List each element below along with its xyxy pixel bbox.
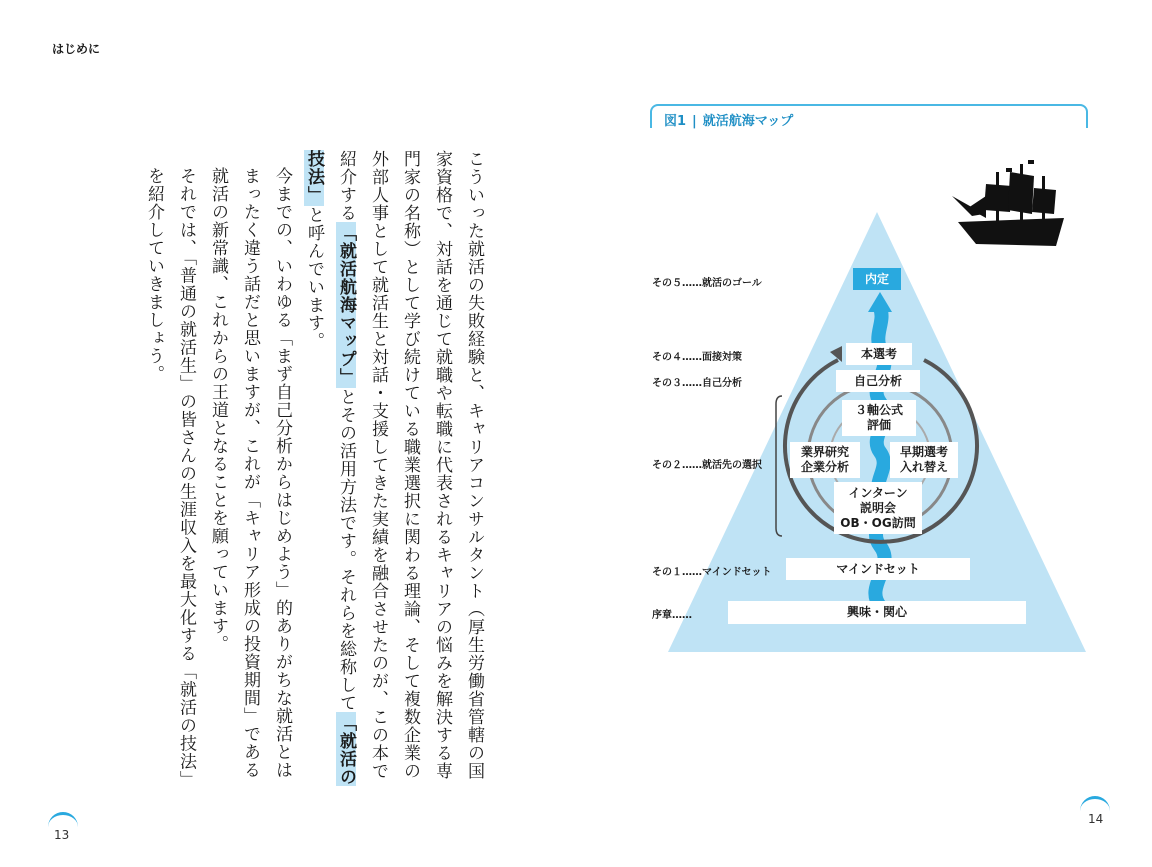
highlight-map: 「就活航海マップ」	[336, 224, 356, 386]
highlight-technique: 「就活の技法」	[304, 150, 356, 786]
paragraph-3: それでは、「普通の就活生」の皆さんの生涯収入を最大化する「就活の技法」を紹介していきましょう。	[144, 167, 196, 789]
section-header: はじめに	[52, 42, 101, 56]
figure-label: 図1	[664, 114, 687, 129]
box-honsenko: 本選考	[846, 343, 912, 365]
paragraph-2: 今までの、いわゆる「まず自己分析からはじめよう」的ありがちな就活とはまったく違う話だと思いますが、これが「キャリア形成の投資期間」である就活の新常識、これからの王道となることを願っています。	[208, 167, 292, 779]
stage-5-label: その５……就活のゴール	[652, 278, 762, 289]
stage-2-label: その２……就活先の選択	[652, 460, 762, 471]
stage-4-label: その４……面接対策	[652, 352, 742, 363]
box-intern: インターン 説明会 OB・OG訪問	[834, 482, 922, 534]
box-sanjiku: ３軸公式 評価	[842, 400, 916, 436]
box-souki: 早期選考 入れ替え	[890, 442, 958, 478]
box-jiko-bunseki: 自己分析	[836, 370, 920, 392]
box-mindset: マインドセット	[786, 558, 970, 580]
p1-text-a: こういった就活の失敗経験と、キャリアコンサルタント（厚生労働省管轄の国家資格で、対話を通じて就職や転職に代表されるキャリアの悩みを解決する専門家の名称）として学び続けている職業選択に関わる理論、そして複数企業の外部人事として就活生と対話・支援してきた実績を融合させたのが、この本で紹介する	[336, 150, 484, 780]
box-gyokai: 業界研究 企業分析	[790, 442, 860, 478]
stage-3-label: その３……自己分析	[652, 378, 742, 389]
box-naitei: 内定	[853, 268, 901, 290]
p1-text-b: とその活用方法です。それらを総称して	[336, 388, 356, 712]
p1-text-c: と呼んでいます。	[304, 206, 324, 350]
ship-icon	[952, 160, 1064, 246]
stage-1-label: その１……マインドセット	[652, 567, 772, 578]
box-kyomi: 興味・関心	[728, 601, 1026, 624]
page-number-right: 14	[1088, 812, 1104, 826]
figure-title: 図1 | 就活航海マップ	[664, 114, 794, 129]
stage-0-label: 序章……	[652, 610, 692, 621]
figure-title-text: 就活航海マップ	[702, 114, 794, 129]
page-number-left: 13	[54, 828, 70, 842]
